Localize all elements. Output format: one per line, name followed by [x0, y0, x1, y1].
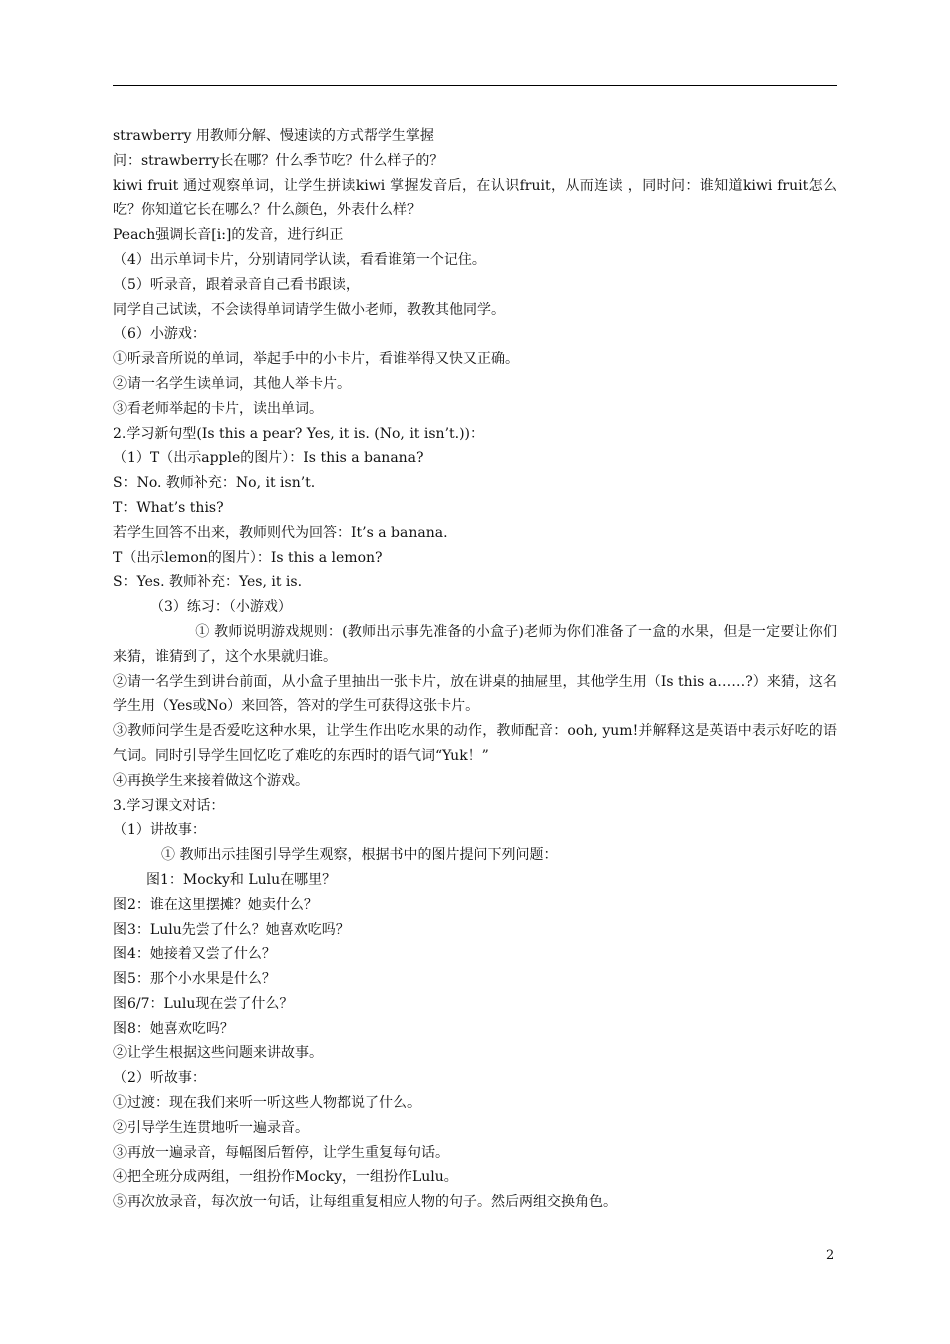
text-line: 问：strawberry长在哪？什么季节吃？什么样子的？	[113, 152, 444, 169]
text-line: 图2：谁在这里摆摊？她卖什么？	[113, 896, 318, 913]
text-line: ④把全班分成两组，一组扮作Mocky，一组扮作Lulu。	[113, 1169, 458, 1186]
text-line: ①听录音所说的单词，举起手中的小卡片，看谁举得又快又正确。	[113, 351, 519, 368]
body-text	[113, 124, 837, 1215]
text-line: S：No. 教师补充：No, it isn’t.	[113, 475, 316, 492]
text-line: （5）听录音，跟着录音自己看书跟读，	[113, 276, 360, 293]
text-line: 同学自己试读，不会读得单词请学生做小老师，教教其他同学。	[113, 301, 505, 318]
text-line: （2）听故事：	[113, 1070, 206, 1087]
text-line: 图6/7：Lulu现在尝了什么？	[113, 995, 294, 1012]
text-line: 图4：她接着又尝了什么？	[113, 946, 276, 963]
text-line: ③看老师举起的卡片，读出单词。	[113, 400, 323, 417]
text-line: 图8：她喜欢吃吗？	[113, 1020, 234, 1037]
text-line: 若学生回答不出来，教师则代为回答：It’s a banana.	[113, 524, 448, 541]
text-line: ④再换学生来接着做这个游戏。	[113, 772, 309, 789]
text-line: 图5：那个小水果是什么？	[113, 971, 276, 988]
text-line: strawberry 用教师分解、慢速读的方式帮学生掌握	[113, 128, 434, 144]
text-line: 图3：Lulu先尝了什么？她喜欢吃吗？	[113, 921, 350, 938]
text-line: S：Yes. 教师补充：Yes, it is.	[113, 574, 303, 591]
text-line: ① 教师出示挂图引导学生观察，根据书中的图片提问下列问题：	[161, 847, 558, 864]
header-rule	[113, 85, 837, 86]
page-number: 2	[826, 1248, 835, 1263]
text-line: 3.学习课文对话：	[113, 797, 225, 814]
text-paragraph: ②请一名学生到讲台前面，从小盒子里抽出一张卡片，放在讲桌的抽屉里，其他学生用（Is this a……?）来猜，这名学生用（Yes或No）来回答，答对的学生可获得这张卡片。	[113, 673, 837, 715]
text-line: T（出示lemon的图片）：Is this a lemon?	[113, 549, 383, 566]
text-line: （6）小游戏：	[113, 326, 206, 343]
text-line: （3）练习：（小游戏）	[150, 599, 292, 616]
text-line: （1）T（出示apple的图片）：Is this a banana?	[113, 450, 424, 467]
text-line: ①过渡：现在我们来听一听这些人物都说了什么。	[113, 1095, 421, 1112]
text-line: 图1：Mocky和 Lulu在哪里？	[146, 871, 337, 888]
paragraph-text: ① 教师说明游戏规则：(教师出示事先准备的小盒子)老师为你们准备了一盒的水果，但是一定要让你们来猜，谁猜到了，这个水果就归谁。	[113, 623, 837, 665]
text-line: （4）出示单词卡片，分别请同学认读，看看谁第一个记住。	[113, 251, 486, 268]
text-line: ⑤再次放录音，每次放一句话，让每组重复相应人物的句子。然后两组交换角色。	[113, 1194, 617, 1211]
text-line: ③再放一遍录音，每幅图后暂停，让学生重复每句话。	[113, 1144, 449, 1161]
text-paragraph: kiwi fruit 通过观察单词，让学生拼读kiwi 掌握发音后，在认识fruit，从而连读 ，同时问：谁知道kiwi fruit怎么吃？你知道它长在哪么？什么颜色，外表什么样？	[113, 177, 837, 219]
text-paragraph	[113, 620, 837, 670]
text-line: 2.学习新句型(Is this a pear? Yes, it is. (No, it isn’t.))：	[113, 425, 485, 442]
text-line: ②引导学生连贯地听一遍录音。	[113, 1119, 309, 1136]
text-line: ②让学生根据这些问题来讲故事。	[113, 1045, 323, 1062]
text-line: （1）讲故事：	[113, 822, 206, 839]
text-paragraph: ③教师问学生是否爱吃这种水果，让学生作出吃水果的动作，教师配音：ooh, yum!并解释这是英语中表示好吃的语气词。同时引导学生回忆吃了难吃的东西时的语气词“Yuk！”	[113, 723, 837, 764]
text-line: T：What’s this?	[113, 499, 224, 516]
text-line: Peach强调长音[i:]的发音，进行纠正	[113, 227, 344, 244]
text-line: ②请一名学生读单词，其他人举卡片。	[113, 375, 351, 392]
